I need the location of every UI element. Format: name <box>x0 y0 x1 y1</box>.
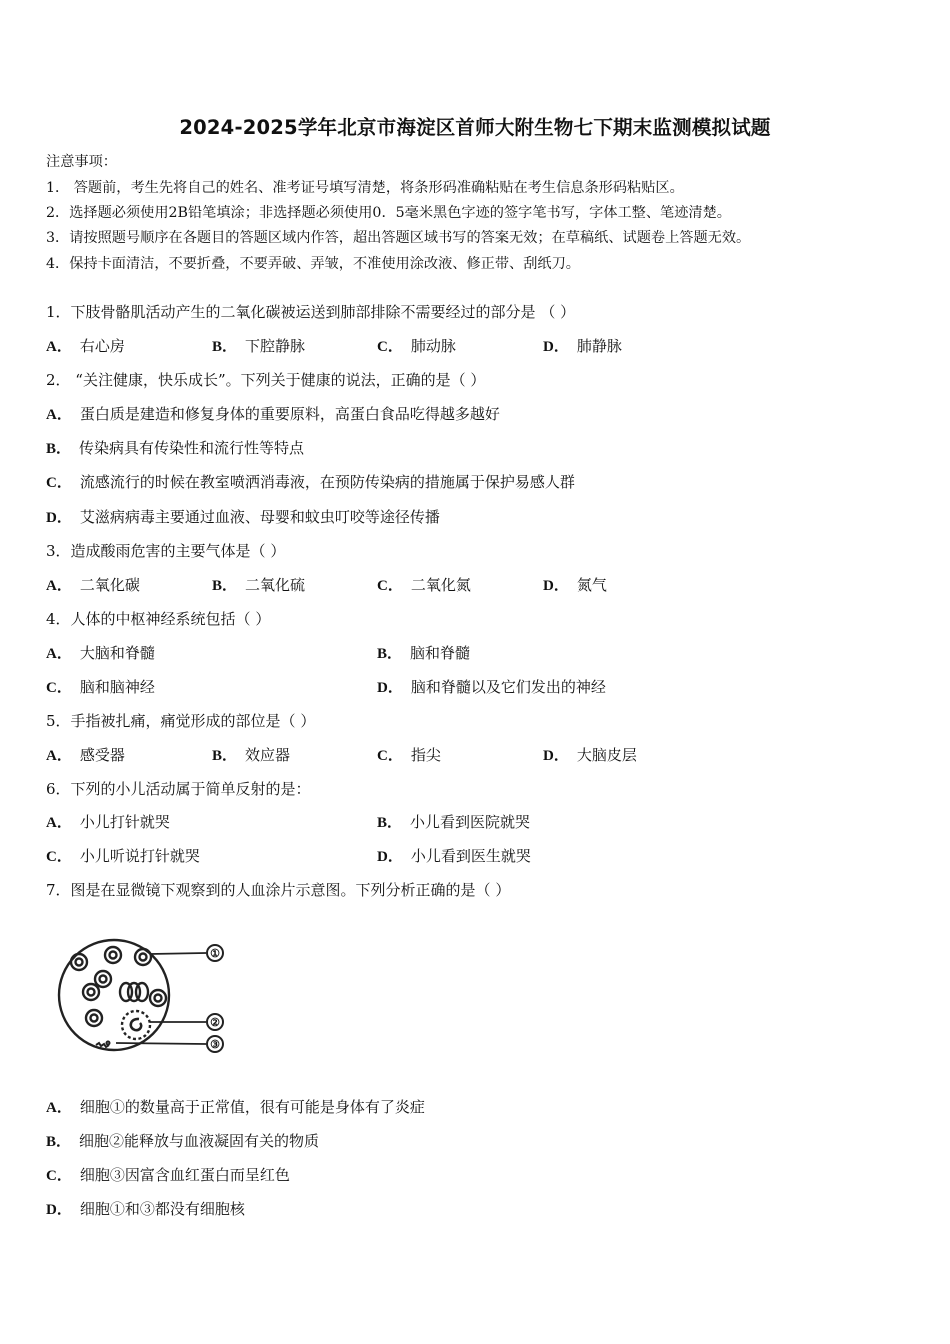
question-stem: 1．下肢骨骼肌活动产生的二氧化碳被运送到肺部排除不需要经过的部分是 （ ） <box>46 303 576 321</box>
option <box>46 1164 290 1185</box>
option-letter: A． <box>46 578 72 594</box>
option-text: 二氧化氮 <box>410 576 471 594</box>
figure-label-3: ③ <box>210 1039 220 1051</box>
option-text: 脑和脊髓以及它们发出的神经 <box>410 678 606 696</box>
option <box>377 845 531 866</box>
option <box>46 1096 425 1117</box>
option-text: 大脑和脊髓 <box>79 644 155 662</box>
question-stem: 7．图是在显微镜下观察到的人血涂片示意图。下列分析正确的是（ ） <box>46 881 511 899</box>
question-stem: 3．造成酸雨危害的主要气体是（ ） <box>46 542 286 560</box>
option <box>377 676 606 697</box>
option-text: 传染病具有传染性和流行性等特点 <box>79 439 305 457</box>
question-stem: 5．手指被扎痛，痛觉形成的部位是（ ） <box>46 712 316 730</box>
option <box>543 744 637 765</box>
option-letter: B． <box>377 815 403 831</box>
page-title: 2024-2025学年北京市海淀区首师大附生物七下期末监测模拟试题 <box>179 116 771 139</box>
option <box>46 845 200 866</box>
option-text: 小儿听说打针就哭 <box>79 847 200 865</box>
microscope-field <box>59 940 169 1050</box>
option-text: 细胞②能释放与血液凝固有关的物质 <box>79 1132 320 1150</box>
option-text: 蛋白质是建造和修复身体的重要原料，高蛋白食品吃得越多越好 <box>79 405 500 423</box>
option-text: 脑和脑神经 <box>79 678 155 696</box>
option-letter: A． <box>46 339 72 355</box>
option-text: 肺动脉 <box>410 337 456 355</box>
option-letter: B． <box>46 1134 72 1150</box>
option <box>46 811 170 832</box>
option-text: 流感流行的时候在教室喷洒消毒液，在预防传染病的措施属于保护易感人群 <box>79 473 575 491</box>
option <box>46 574 140 595</box>
platelets <box>96 1042 110 1048</box>
option-text: 脑和脊髓 <box>410 644 471 662</box>
notice-item: 3．请按照题号顺序在各题目的答题区域内作答，超出答题区域书写的答案无效；在草稿纸、试题卷上答题无效。 <box>46 230 751 246</box>
option-text: 细胞③因富含血红蛋白而呈红色 <box>79 1166 290 1184</box>
option-letter: B． <box>212 339 238 355</box>
option-text: 小儿看到医生就哭 <box>410 847 531 865</box>
option-letter: C． <box>377 578 403 594</box>
notice-heading: 注意事项： <box>46 154 117 170</box>
option-letter: A． <box>46 646 72 662</box>
option-letter: C． <box>46 475 72 491</box>
option-letter: D． <box>543 339 569 355</box>
option-text: 肺静脉 <box>576 337 622 355</box>
option <box>46 642 155 663</box>
option <box>377 811 530 832</box>
option <box>377 335 456 356</box>
option-text: 右心房 <box>79 337 125 355</box>
option-text: 小儿看到医院就哭 <box>410 813 531 831</box>
option-letter: D． <box>377 680 403 696</box>
option <box>46 403 500 424</box>
option-text: 细胞①的数量高于正常值，很有可能是身体有了炎症 <box>79 1098 425 1116</box>
option-text: 感受器 <box>79 746 125 764</box>
option-text: 氮气 <box>576 576 607 594</box>
option-text: 二氧化碳 <box>79 576 140 594</box>
option <box>46 1198 245 1219</box>
option <box>46 335 125 356</box>
option-letter: C． <box>46 849 72 865</box>
option-text: 指尖 <box>410 746 441 764</box>
option-text: 小儿打针就哭 <box>79 813 170 831</box>
option-letter: A． <box>46 1100 72 1116</box>
option-letter: B． <box>212 578 238 594</box>
option <box>212 574 305 595</box>
option <box>46 471 575 492</box>
option-letter: C． <box>377 339 403 355</box>
option-letter: B． <box>212 748 238 764</box>
blood-smear-figure <box>44 912 244 1067</box>
option <box>212 744 290 765</box>
option-letter: D． <box>543 578 569 594</box>
option <box>543 574 607 595</box>
question-stem: 2． “关注健康，快乐成长”。下列关于健康的说法，正确的是（ ） <box>46 371 486 389</box>
red-blood-cells <box>71 947 166 1026</box>
option-letter: A． <box>46 815 72 831</box>
option <box>212 335 305 356</box>
question-stem: 4．人体的中枢神经系统包括（ ） <box>46 610 271 628</box>
option-text: 艾滋病病毒主要通过血液、母婴和蚊虫叮咬等途径传播 <box>79 508 440 526</box>
white-blood-cell <box>122 1011 150 1039</box>
option-letter: A． <box>46 748 72 764</box>
option-letter: D． <box>377 849 403 865</box>
option-letter: C． <box>377 748 403 764</box>
option-letter: A． <box>46 407 72 423</box>
option <box>377 642 470 663</box>
option <box>46 676 155 697</box>
option-text: 细胞①和③都没有细胞核 <box>79 1200 245 1218</box>
option <box>46 744 125 765</box>
option-text: 下腔静脉 <box>245 337 306 355</box>
figure-label-2: ② <box>210 1017 220 1029</box>
option <box>46 437 304 458</box>
option <box>46 1130 319 1151</box>
option-text: 二氧化硫 <box>245 576 306 594</box>
option-text: 大脑皮层 <box>576 746 637 764</box>
figure-label-1: ① <box>210 948 220 960</box>
option-letter: B． <box>46 441 72 457</box>
option <box>46 506 440 527</box>
notice-item: 2．选择题必须使用2B铅笔填涂；非选择题必须使用0．5毫米黑色字迹的签字笔书写，字体工整、笔迹清楚。 <box>46 205 731 221</box>
option-letter: D． <box>46 1202 72 1218</box>
option-letter: C． <box>46 1168 72 1184</box>
question-stem: 6．下列的小儿活动属于简单反射的是： <box>46 780 311 798</box>
option-letter: B． <box>377 646 403 662</box>
option-text: 效应器 <box>245 746 291 764</box>
option <box>543 335 622 356</box>
option-letter: C． <box>46 680 72 696</box>
notice-item: 4．保持卡面清洁，不要折叠，不要弄破、弄皱，不准使用涂改液、修正带、刮纸刀。 <box>46 256 580 272</box>
option <box>377 574 471 595</box>
option-letter: D． <box>543 748 569 764</box>
notice-item: 1． 答题前，考生先将自己的姓名、准考证号填写清楚，将条形码准确粘贴在考生信息条形码粘贴区。 <box>46 180 684 196</box>
option-letter: D． <box>46 510 72 526</box>
option <box>377 744 441 765</box>
